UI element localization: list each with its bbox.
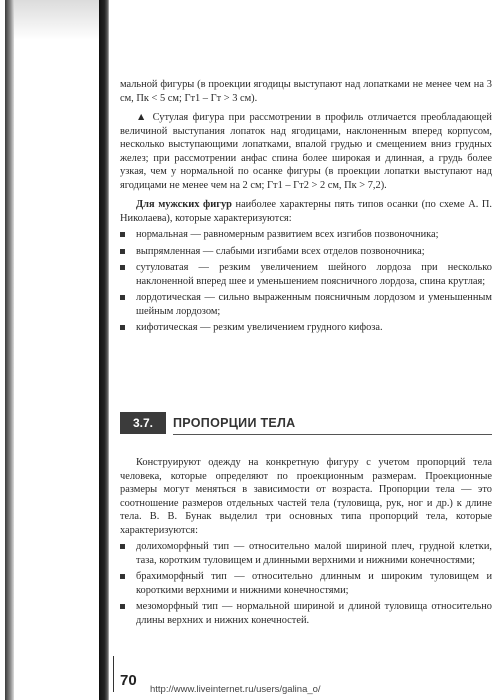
section-heading: [120, 416, 492, 432]
list-item: нормальная — равномерным развитием всех изгибов позвоночника;: [120, 228, 492, 242]
bullet-icon: [120, 325, 125, 330]
bullet-icon: [120, 232, 125, 237]
binding-shadow: [5, 0, 14, 700]
bullet-icon: [120, 574, 125, 579]
section-number: 3.7.: [120, 412, 166, 434]
watermark-url: http://www.liveinternet.ru/users/galina_o/: [150, 684, 321, 695]
intro-paragraph: мальной фигуры (в проекции ягодицы выступают над лопатками не менее чем на 3 см, Пк < 5 см; Гт1 – Гт > 3 см).: [120, 79, 492, 104]
triangle-marker-icon: ▲: [136, 112, 149, 123]
page-edge: [99, 0, 109, 700]
body-text-bottom: [120, 456, 492, 627]
stooped-paragraph: [120, 111, 492, 192]
bullet-icon: [120, 544, 125, 549]
male-lead-rest: наиболее характерны пять типов осанки (по схеме А. П. Николаева), которые характеризуются:: [120, 199, 492, 224]
bullet-icon: [120, 295, 125, 300]
proportions-list: [120, 540, 492, 627]
male-lead-paragraph: [120, 198, 492, 225]
list-item: брахиморфный тип — относительно длинным и широким туловищем и короткими верхними и нижними конечностями;: [120, 570, 492, 597]
male-lead-bold: Для мужских фигур: [136, 199, 232, 210]
list-item: лордотическая — сильно выраженным поясничным лордозом и уменьшенным шейным лордозом;: [120, 291, 492, 318]
bullet-icon: [120, 249, 125, 254]
section-title: ПРОПОРЦИИ ТЕЛА: [173, 416, 296, 430]
list-item: сутуловатая — резким увеличением шейного лордоза при несколько наклоненной вперед шее и уменьшением поясничного лордоза, спина крутлая;: [120, 261, 492, 288]
page-number: 70: [120, 672, 137, 689]
list-item: выпрямленная — слабыми изгибами всех отделов позвоночника;: [120, 245, 492, 259]
male-posture-list: [120, 228, 492, 335]
proportions-paragraph: Конструируют одежду на конкретную фигуру с учетом пропорций тела человека, которые определяют по проекционным размерам. Проекционные размеры могут меняться в зависимости от возраста. Пропорции тела — это соотношение размеров отдельных частей тела (туловища, рук, ног и др.) к длине тела. В. В. Бунак выделил три основных типа пропорций тела, которые характеризуются:: [120, 457, 492, 536]
bullet-icon: [120, 265, 125, 270]
section-underline: [173, 434, 492, 435]
list-item: мезоморфный тип — нормальной шириной и длиной туловища относительно длины верхних и нижних конечностей.: [120, 600, 492, 627]
page-number-rule: [113, 656, 114, 692]
body-text-top: [120, 78, 492, 335]
list-item: долихоморфный тип — относительно малой шириной плеч, грудной клетки, таза, коротким туловищем и длинными верхними и нижними конечностями;: [120, 540, 492, 567]
stooped-text: Сутулая фигура при рассмотрении в профиль отличается преобладающей величиной выступания лопаток над ягодицами, наклоненным вперед корпусом, несколько выступающими лопатками, впалой грудью и смещением вниз грудных желез; при рассмотрении анфас спина более широкая и длинная, а грудь более узкая, чем у нормальной по осанке фигуры (в проекции лопатки выступают над ягодицами не менее чем на 2 см; Гт1 – Гт2 > 2 см, Пк > 7,2).: [120, 112, 492, 191]
bullet-icon: [120, 604, 125, 609]
scan-shade: [14, 0, 99, 40]
left-margin: [0, 0, 108, 700]
list-item: кифотическая — резким увеличением грудного кифоза.: [120, 321, 492, 335]
